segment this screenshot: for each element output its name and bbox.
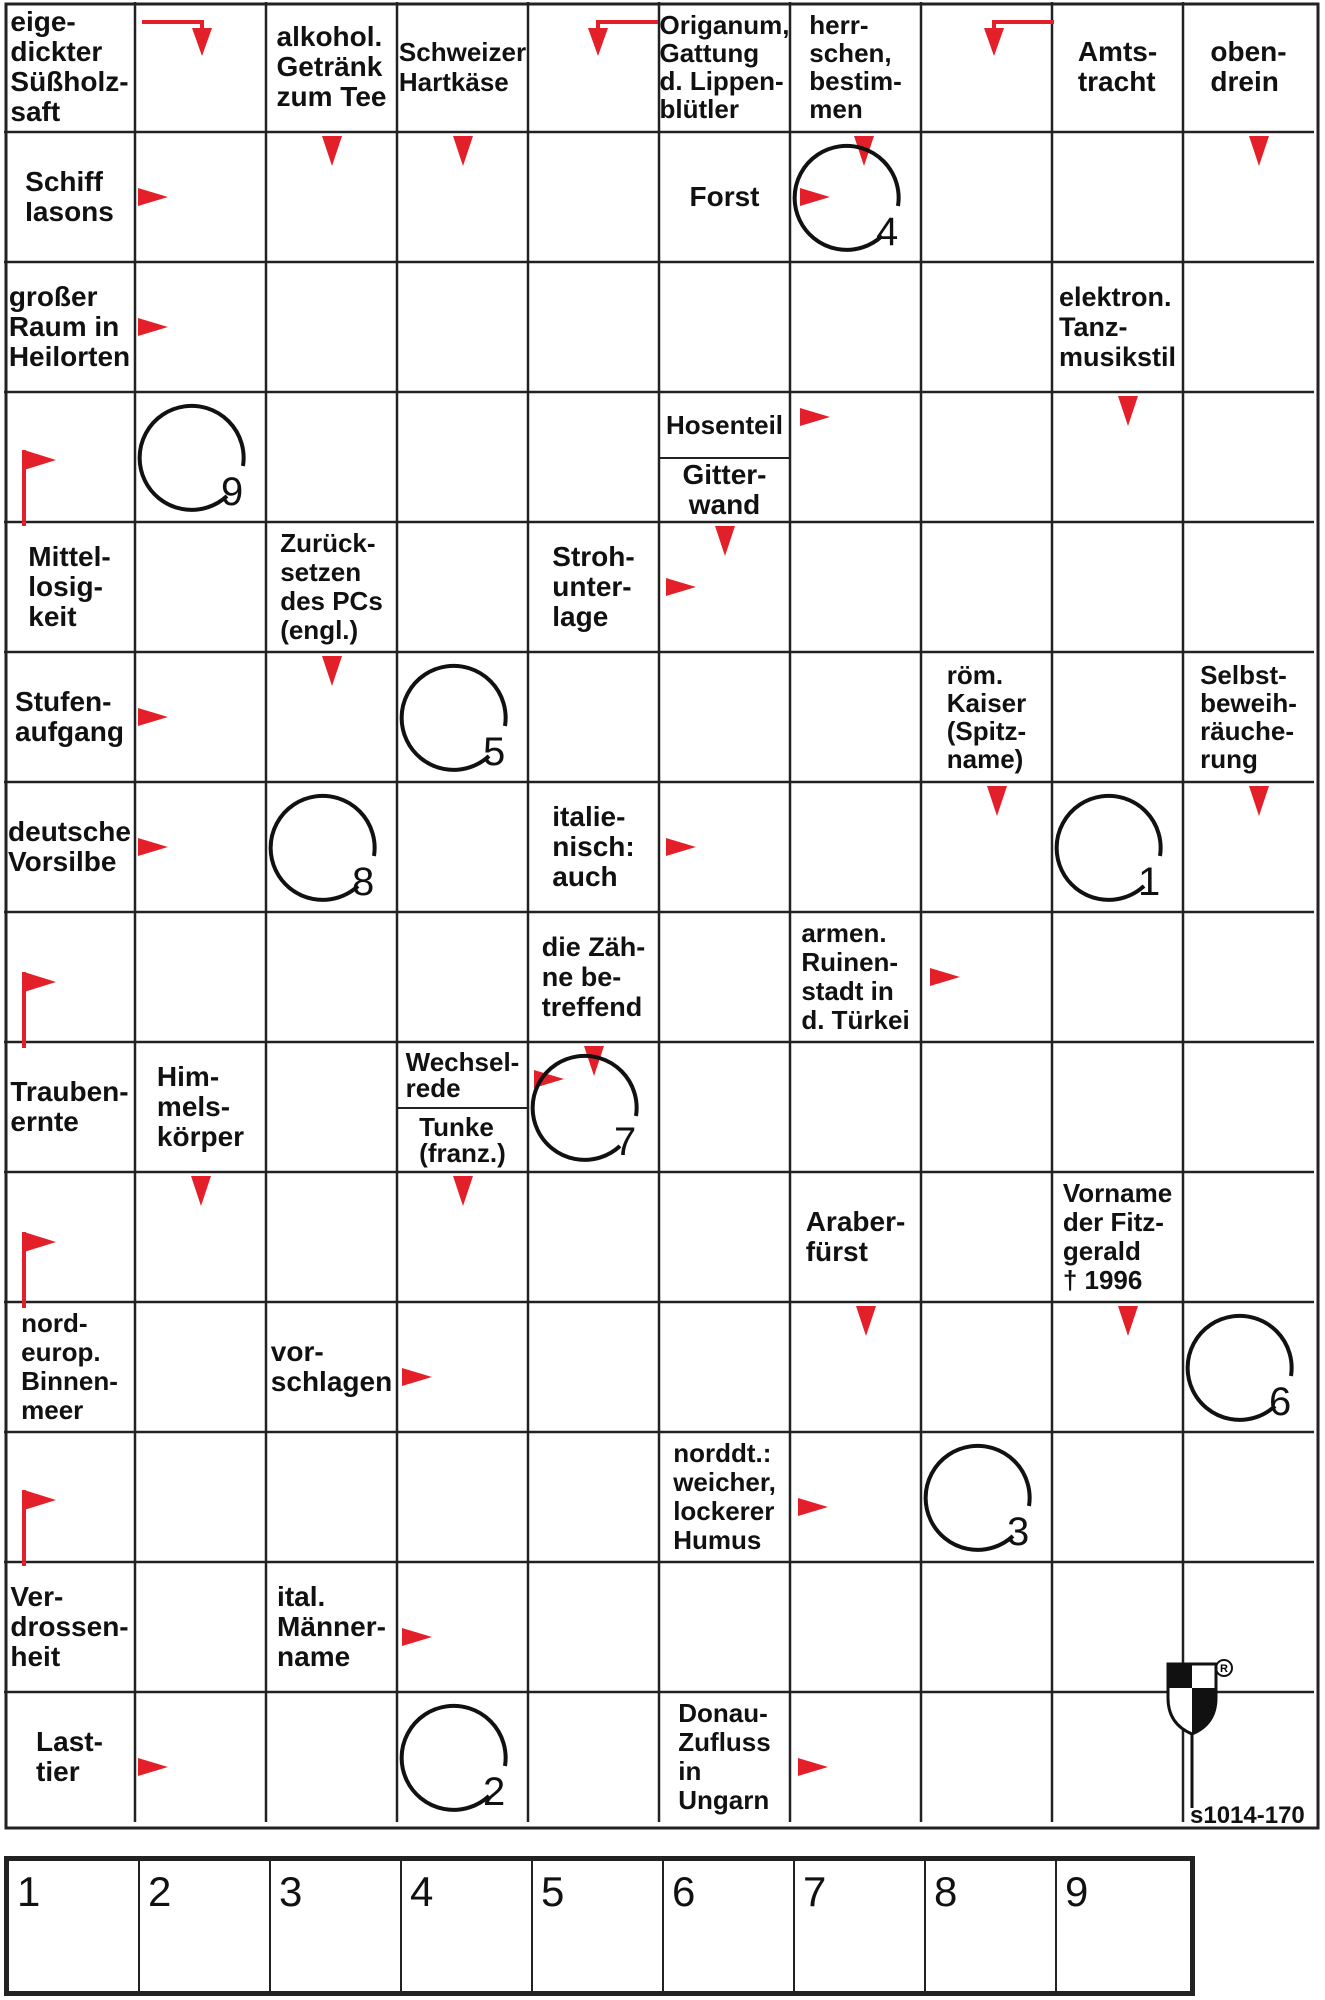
solution-cell-number: 4 (410, 1868, 434, 1915)
arrow-down-icon (191, 1176, 211, 1206)
solution-circle (790, 132, 921, 262)
arrow-down-icon (1118, 1306, 1138, 1336)
clue-cell (790, 2, 921, 132)
arrow-down-icon (987, 786, 1007, 816)
solution-cell[interactable] (533, 1861, 664, 1991)
clue-cell (1052, 262, 1183, 392)
solution-circle-number: 2 (483, 1770, 506, 1814)
split-clue-cell (659, 392, 790, 522)
solution-cell-number: 6 (672, 1868, 696, 1915)
solution-cell-number: 1 (17, 1868, 41, 1915)
solution-circle (921, 1432, 1052, 1562)
clue-text: Ver- drossen- heit (10, 1581, 129, 1672)
clue-text: Tunke (franz.) (419, 1111, 506, 1168)
flag-arrow-icon (20, 1228, 60, 1308)
clue-cell (266, 1562, 397, 1692)
clue-text: Forst (689, 181, 760, 212)
clue-text: vor- schlagen (270, 1336, 393, 1397)
clue-text: norddt.: weicher, lockerer Humus (673, 1438, 776, 1555)
solution-circle (397, 1692, 528, 1822)
puzzle-code: s1014-170 (1190, 1802, 1305, 1829)
solution-cell-number: 3 (279, 1868, 303, 1915)
clue-text: ital. Männer- name (277, 1581, 386, 1672)
arrow-right-icon (666, 578, 696, 596)
clue-text: Trauben- ernte (10, 1076, 129, 1137)
clue-cell (266, 2, 397, 132)
solution-cell[interactable] (1057, 1861, 1188, 1991)
solution-row (4, 1856, 1195, 1996)
clue-cell (1183, 652, 1314, 782)
arrow-right-icon (138, 708, 168, 726)
solution-circle-number: 9 (221, 470, 244, 514)
clue-text: Wechsel- rede (405, 1046, 520, 1103)
arrow-right-icon (138, 188, 168, 206)
clue-cell (1052, 1172, 1183, 1302)
clue-text: Zurück- setzen des PCs (engl.) (280, 528, 383, 645)
clue-cell (528, 522, 659, 652)
solution-cell-number: 8 (934, 1868, 958, 1915)
clue-text: Origanum, Gattung d. Lippen- blütler (659, 10, 790, 124)
clue-text: Hosenteil (665, 409, 784, 440)
solution-cell[interactable] (9, 1861, 140, 1991)
clue-cell (4, 652, 135, 782)
solution-circle-number: 8 (352, 860, 375, 904)
clue-cell (4, 1692, 135, 1822)
clue-text: Gitter- wand (682, 458, 767, 520)
arrow-right-icon (402, 1368, 432, 1386)
arrow-down-icon (453, 136, 473, 166)
solution-circle-number: 3 (1007, 1510, 1030, 1554)
clue-cell (790, 1172, 921, 1302)
arrow-down-icon (453, 1176, 473, 1206)
solution-circle-number: 7 (614, 1120, 637, 1164)
clue-cell (4, 2, 135, 132)
clue-text: Him- mels- körper (156, 1061, 245, 1152)
solution-cell-number: 2 (148, 1868, 172, 1915)
clue-text: elektron. Tanz- musikstil (1058, 282, 1177, 372)
arrow-right-icon (666, 838, 696, 856)
solution-circle-number: 5 (483, 730, 506, 774)
solution-cell[interactable] (402, 1861, 533, 1991)
clue-cell (659, 2, 790, 132)
publisher-logo (1164, 1658, 1234, 1808)
clue-text: Vorname der Fitz- gerald † 1996 (1062, 1178, 1173, 1295)
clue-cell (4, 522, 135, 652)
solution-circle (397, 652, 528, 782)
clue-text: nord- europ. Binnen- meer (21, 1308, 118, 1425)
bent-arrow-icon (588, 16, 658, 56)
clue-text: die Zäh- ne be- treffend (541, 932, 646, 1022)
clue-cell-top (397, 1042, 528, 1109)
bent-arrow-icon (984, 16, 1054, 56)
clue-text: deutsche Vorsilbe (8, 816, 131, 877)
clue-text: Selbst- beweih- räuche- rung (1200, 660, 1297, 774)
solution-circle-number: 6 (1269, 1380, 1292, 1424)
solution-cell[interactable] (926, 1861, 1057, 1991)
arrow-down-icon (715, 526, 735, 556)
solution-cell[interactable] (795, 1861, 926, 1991)
clue-cell (4, 132, 135, 262)
solution-cell-number: 5 (541, 1868, 565, 1915)
solution-cell[interactable] (664, 1861, 795, 1991)
clue-cell (4, 1302, 135, 1432)
arrow-right-icon (930, 968, 960, 986)
clue-cell (790, 912, 921, 1042)
solution-cell-number: 7 (803, 1868, 827, 1915)
arrow-right-icon (138, 318, 168, 336)
clue-text: Amts- tracht (1077, 36, 1158, 97)
clue-cell (921, 652, 1052, 782)
clue-cell (4, 1042, 135, 1172)
arrow-down-icon (856, 1306, 876, 1336)
arrow-right-icon (798, 1758, 828, 1776)
clue-text: Stufen- aufgang (15, 686, 124, 747)
arrow-right-icon (798, 1498, 828, 1516)
clue-text: italie- nisch: auch (552, 801, 635, 892)
clue-text: röm. Kaiser (Spitz- name) (946, 660, 1027, 774)
bent-arrow-icon (142, 16, 212, 56)
split-clue-cell (397, 1042, 528, 1172)
clue-cell (4, 1562, 135, 1692)
clue-text: Araber- fürst (805, 1206, 906, 1267)
clue-text: Schweizer Hartkäse (398, 37, 527, 97)
clue-text: Donau- Zufluss in Ungarn (678, 1698, 771, 1815)
svg-text:R: R (1220, 1663, 1228, 1675)
clue-cell-bottom (397, 1107, 528, 1172)
clue-cell (659, 132, 790, 262)
solution-circle (1052, 782, 1183, 912)
clue-text: Mittel- losig- keit (28, 541, 111, 632)
clue-text: armen. Ruinen- stadt in d. Türkei (801, 918, 910, 1035)
clue-cell (659, 1432, 790, 1562)
arrow-down-icon (1249, 786, 1269, 816)
flag-arrow-icon (20, 1486, 60, 1566)
clue-cell (659, 1692, 790, 1822)
flag-arrow-icon (20, 446, 60, 526)
solution-cell[interactable] (140, 1861, 271, 1991)
clue-cell (4, 262, 135, 392)
clue-cell (528, 912, 659, 1042)
solution-cell-number: 9 (1065, 1868, 1089, 1915)
crossword-board (4, 2, 1320, 1830)
clue-cell (528, 782, 659, 912)
clue-text: alkohol. Getränk zum Tee (276, 21, 387, 112)
clue-text: Stroh- unter- lage (552, 541, 635, 632)
clue-cell (1183, 2, 1314, 132)
arrow-right-icon (138, 838, 168, 856)
arrow-down-icon (1118, 396, 1138, 426)
solution-circle (266, 782, 397, 912)
solution-circle (135, 392, 266, 522)
arrow-down-icon (322, 136, 342, 166)
solution-circle-number: 1 (1138, 860, 1161, 904)
clue-text: großer Raum in Heilorten (8, 281, 131, 372)
solution-circle-number: 4 (876, 210, 899, 254)
clue-cell (397, 2, 528, 132)
arrow-right-icon (402, 1628, 432, 1646)
solution-circle (528, 1042, 659, 1172)
arrow-down-icon (322, 656, 342, 686)
solution-cell[interactable] (271, 1861, 402, 1991)
clue-cell-top (659, 392, 790, 459)
arrow-down-icon (1249, 136, 1269, 166)
clue-text: eige- dickter Süßholz- saft (10, 6, 129, 127)
arrow-right-icon (800, 408, 830, 426)
clue-cell (266, 522, 397, 652)
clue-cell-bottom (659, 457, 790, 522)
clue-text: oben- drein (1210, 36, 1287, 97)
clue-text: Last- tier (36, 1726, 103, 1787)
flag-arrow-icon (20, 968, 60, 1048)
clue-cell (135, 1042, 266, 1172)
clue-text: herr- schen, bestim- men (809, 10, 902, 124)
arrow-right-icon (138, 1758, 168, 1776)
solution-circle (1183, 1302, 1314, 1432)
clue-cell (1052, 2, 1183, 132)
clue-text: Schiff Iasons (25, 166, 114, 227)
clue-cell (266, 1302, 397, 1432)
clue-cell (4, 782, 135, 912)
